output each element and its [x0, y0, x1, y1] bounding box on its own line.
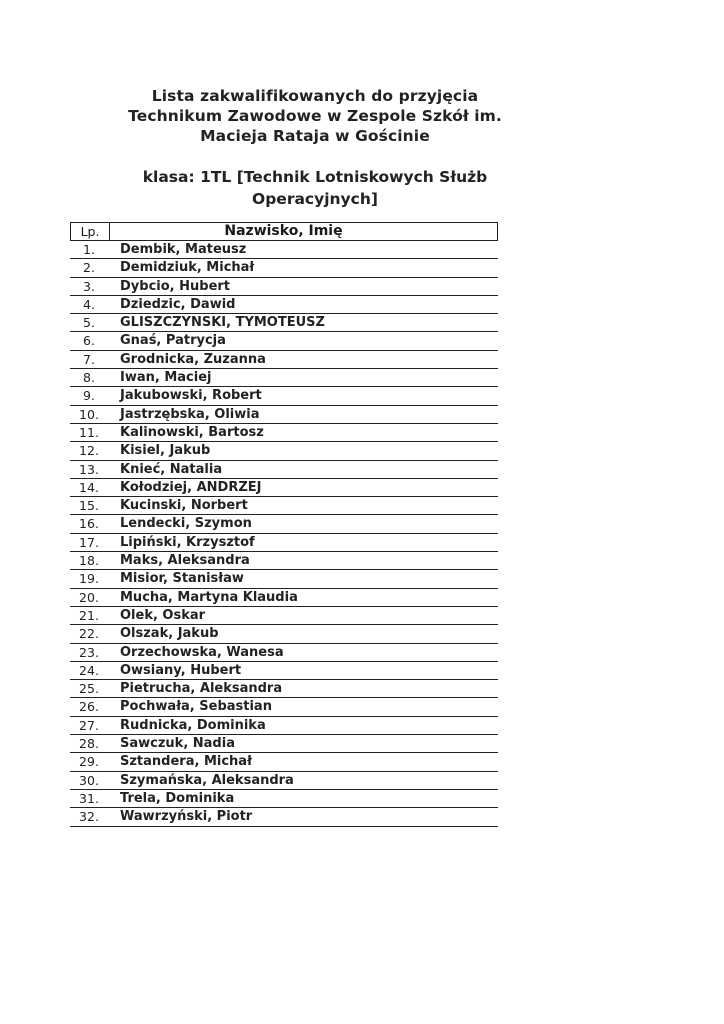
- row-number: 22.: [79, 626, 99, 642]
- table-row: [70, 497, 498, 515]
- table-body: [70, 241, 498, 827]
- student-name: Dziedzic, Dawid: [120, 296, 236, 312]
- student-name: Lendecki, Szymon: [120, 516, 252, 532]
- table-row: [70, 625, 498, 643]
- table-row: [70, 314, 498, 332]
- student-name: Iwan, Maciej: [120, 370, 212, 386]
- student-name: Jakubowski, Robert: [120, 388, 262, 404]
- student-name: Pietrucha, Aleksandra: [120, 681, 283, 697]
- table-row: [70, 241, 498, 259]
- table-row: [70, 479, 498, 497]
- class-line: Operacyjnych]: [252, 190, 378, 208]
- row-number: 32.: [79, 809, 99, 825]
- student-name: Kisiel, Jakub: [120, 443, 211, 459]
- student-name: Jastrzębska, Oliwia: [120, 406, 260, 422]
- student-name: Pochwała, Sebastian: [120, 699, 272, 715]
- student-name: Szymańska, Aleksandra: [120, 772, 294, 788]
- table-row: [70, 369, 498, 387]
- table-row: [70, 772, 498, 790]
- row-number: 6.: [83, 333, 95, 349]
- student-name: Dybcio, Hubert: [120, 278, 231, 294]
- row-number: 29.: [79, 754, 99, 770]
- row-number: 9.: [83, 388, 95, 404]
- row-number: 28.: [79, 736, 99, 752]
- row-number: 27.: [79, 717, 99, 733]
- table-row: [70, 753, 498, 771]
- title-line: Technikum Zawodowe w Zespole Szkół im.: [128, 107, 502, 125]
- row-number: 15.: [79, 498, 99, 514]
- row-number: 13.: [79, 461, 99, 477]
- row-number: 25.: [79, 681, 99, 697]
- student-name: Orzechowska, Wanesa: [120, 644, 284, 660]
- row-number: 4.: [83, 296, 95, 312]
- row-number: 21.: [79, 607, 99, 623]
- table-row: [70, 406, 498, 424]
- row-number: 3.: [83, 278, 95, 294]
- class-line: klasa: 1TL [Technik Lotniskowych Służb: [142, 168, 488, 186]
- table-row: [70, 570, 498, 588]
- student-name: Gnaś, Patrycja: [120, 333, 226, 349]
- row-number: 19.: [79, 571, 99, 587]
- table-row: [70, 552, 498, 570]
- table-row: [70, 442, 498, 460]
- header-name: Nazwisko, Imię: [224, 223, 343, 239]
- table-row: [70, 424, 498, 442]
- row-number: 12.: [79, 443, 99, 459]
- table-row: [70, 735, 498, 753]
- student-list-table: [70, 222, 498, 827]
- student-name: Mucha, Martyna Klaudia: [120, 589, 298, 605]
- table-row: [70, 790, 498, 808]
- row-number: 14.: [79, 479, 99, 495]
- table-row: [70, 278, 498, 296]
- row-number: 7.: [83, 351, 95, 367]
- title-line: Macieja Rataja w Gościnie: [200, 127, 430, 145]
- student-name: Kołodziej, ANDRZEJ: [120, 479, 262, 495]
- table-row: [70, 808, 498, 826]
- row-number: 1.: [83, 242, 95, 257]
- student-name: Knieć, Natalia: [120, 461, 223, 477]
- header-lp: Lp.: [71, 223, 110, 240]
- student-name: Wawrzyński, Piotr: [120, 809, 253, 825]
- student-name: Sztandera, Michał: [120, 754, 252, 770]
- row-number: 2.: [83, 260, 95, 276]
- table-row: [70, 259, 498, 277]
- document-title: [60, 86, 570, 146]
- table-row: [70, 296, 498, 314]
- row-number: 10.: [79, 406, 99, 422]
- row-number: 16.: [79, 516, 99, 532]
- table-row: [70, 387, 498, 405]
- student-name: Trela, Dominika: [120, 790, 235, 806]
- row-number: 31.: [79, 790, 99, 806]
- student-name: Lipiński, Krzysztof: [120, 534, 255, 550]
- student-name: Sawczuk, Nadia: [120, 736, 235, 752]
- table-row: [70, 644, 498, 662]
- row-number: 11.: [79, 424, 99, 440]
- table-row: [70, 351, 498, 369]
- student-name: Owsiany, Hubert: [120, 662, 242, 678]
- student-name: Kucinski, Norbert: [120, 498, 248, 514]
- student-name: Dembik, Mateusz: [120, 242, 247, 257]
- table-row: [70, 332, 498, 350]
- table-row: [70, 680, 498, 698]
- row-number: 8.: [83, 370, 95, 386]
- table-row: [70, 717, 498, 735]
- table-row: [70, 589, 498, 607]
- table-row: [70, 698, 498, 716]
- student-name: Misior, Stanisław: [120, 571, 244, 587]
- table-header: [70, 222, 498, 241]
- row-number: 20.: [79, 589, 99, 605]
- student-name: GLISZCZYNSKI, TYMOTEUSZ: [120, 315, 325, 331]
- title-line: Lista zakwalifikowanych do przyjęcia: [151, 87, 479, 105]
- table-row: [70, 662, 498, 680]
- row-number: 18.: [79, 553, 99, 569]
- row-number: 17.: [79, 534, 99, 550]
- student-name: Kalinowski, Bartosz: [120, 424, 264, 440]
- row-number: 23.: [79, 644, 99, 660]
- student-name: Olszak, Jakub: [120, 626, 219, 642]
- table-row: [70, 515, 498, 533]
- student-name: Maks, Aleksandra: [120, 553, 250, 569]
- class-heading: [60, 166, 570, 210]
- student-name: Rudnicka, Dominika: [120, 717, 266, 733]
- table-row: [70, 607, 498, 625]
- table-row: [70, 534, 498, 552]
- student-name: Olek, Oskar: [120, 607, 206, 623]
- student-name: Grodnicka, Zuzanna: [120, 351, 266, 367]
- table-row: [70, 461, 498, 479]
- student-name: Demidziuk, Michał: [120, 260, 255, 276]
- row-number: 26.: [79, 699, 99, 715]
- row-number: 30.: [79, 772, 99, 788]
- row-number: 5.: [83, 315, 95, 331]
- row-number: 24.: [79, 662, 99, 678]
